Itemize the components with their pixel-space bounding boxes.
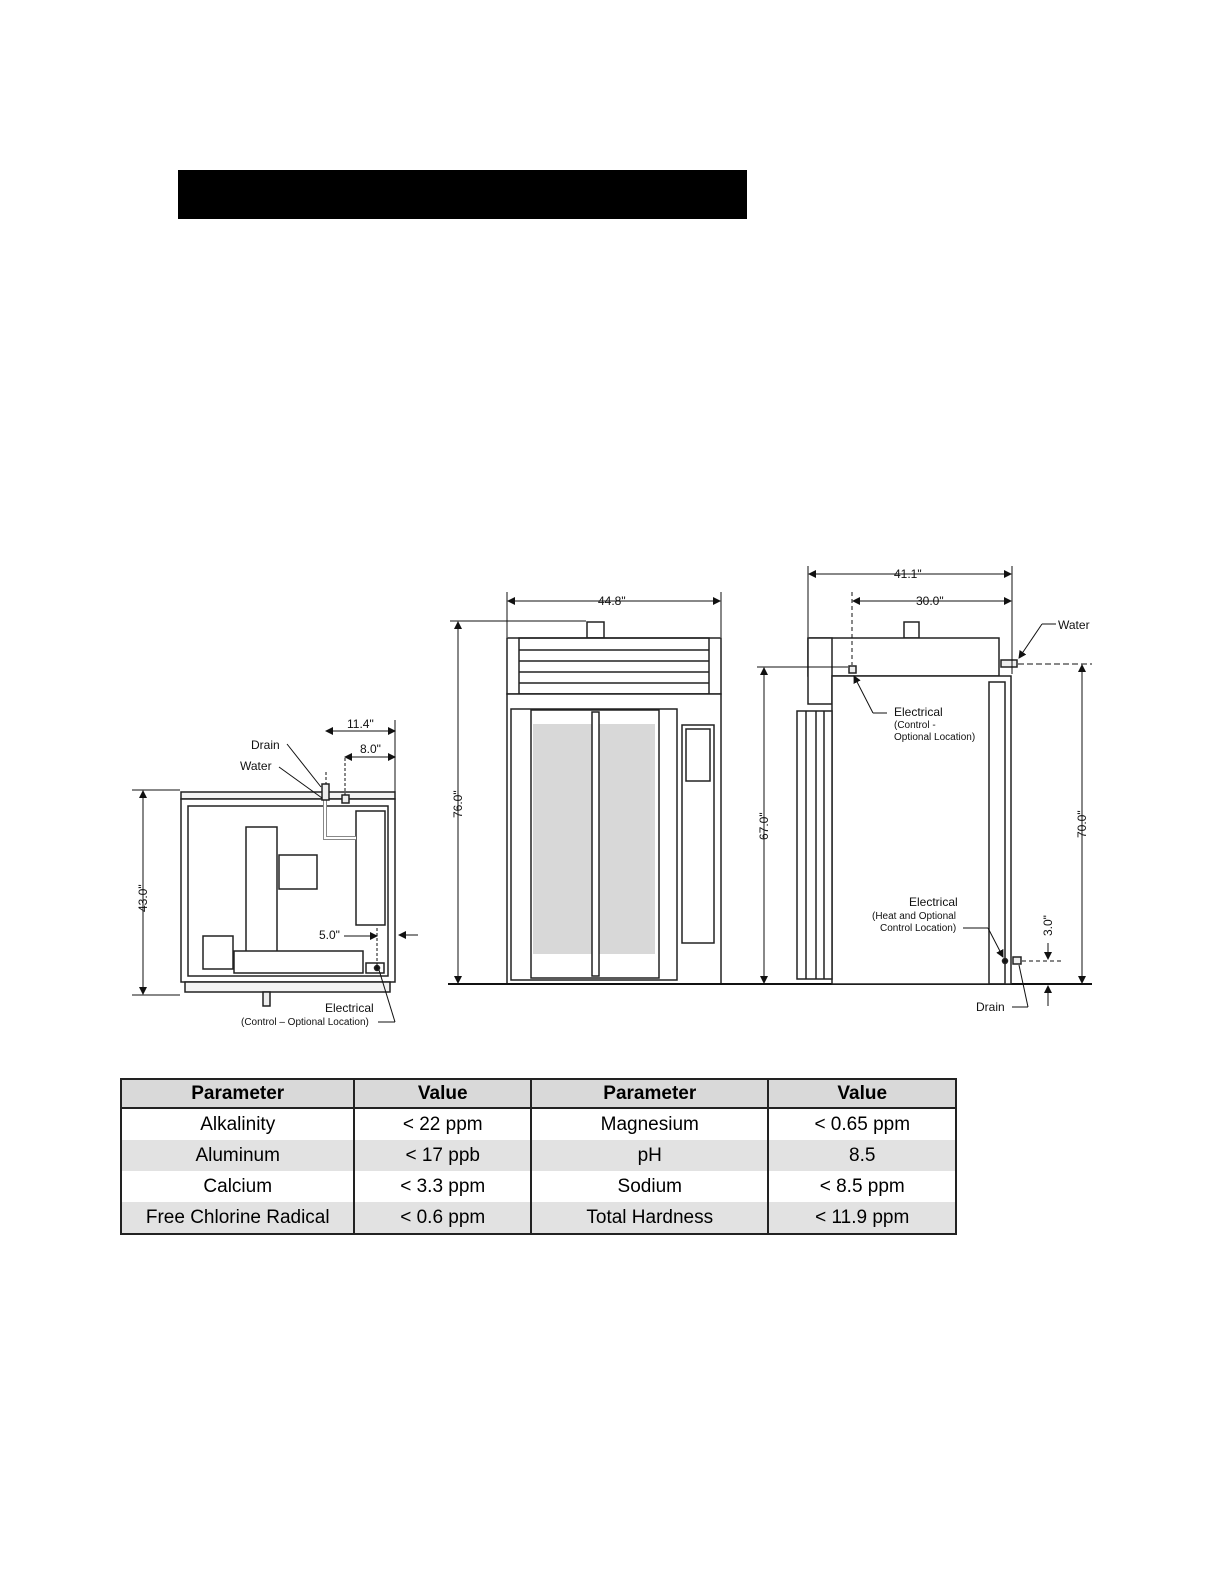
front-dim-width: 44.8" [598,594,626,608]
table-cell: < 8.5 ppm [768,1171,956,1202]
side-label-electrical-bottom-note2: Control Location) [880,923,957,934]
side-label-electrical-bottom: Electrical [909,895,958,909]
header-value-1: Value [354,1079,531,1108]
side-label-electrical-top-note2: Optional Location) [894,732,976,743]
header-parameter-1: Parameter [121,1079,354,1108]
top-view [181,784,395,1006]
table-cell: 8.5 [768,1140,956,1171]
table-cell: < 17 ppb [354,1140,531,1171]
table-row [121,1108,956,1140]
top-dim-width-inner: 8.0" [360,742,381,756]
table-row [121,1140,956,1171]
top-label-electrical-note: (Control – Optional Location) [241,1017,369,1028]
table-cell: < 11.9 ppm [768,1202,956,1234]
side-label-electrical-top-note1: (Control - [894,720,936,731]
top-label-drain: Drain [251,738,280,752]
top-dim-offset: 5.0" [319,928,340,942]
table-cell: Alkalinity [121,1108,354,1140]
top-dim-height: 43.0" [136,884,150,912]
table-cell: pH [531,1140,768,1171]
side-dim-width-outer: 41.1" [894,567,922,581]
water-quality-table [120,1078,957,1235]
side-label-electrical-bottom-note1: (Heat and Optional [872,911,956,922]
side-dim-height-right: 70.0" [1075,810,1089,838]
front-dim-height: 76.0" [451,790,465,818]
table-cell: Free Chlorine Radical [121,1202,354,1234]
oven-dimension-diagram [0,540,1224,1060]
side-dim-height-left: 67.0" [757,812,771,840]
table-cell: < 0.6 ppm [354,1202,531,1234]
top-label-electrical: Electrical [325,1001,374,1015]
side-label-electrical-top: Electrical [894,705,943,719]
top-dim-width-outer: 11.4" [347,717,374,731]
table-cell: < 0.65 ppm [768,1108,956,1140]
front-view [507,622,721,984]
top-label-water: Water [240,759,272,773]
side-dim-width-inner: 30.0" [916,594,944,608]
table-header-row [121,1079,956,1108]
table-row [121,1202,956,1234]
table-cell: Calcium [121,1171,354,1202]
side-label-water: Water [1058,618,1090,632]
table-cell: Magnesium [531,1108,768,1140]
table-row [121,1171,956,1202]
table-cell: < 22 ppm [354,1108,531,1140]
redacted-title-bar [178,170,747,219]
table-cell: Total Hardness [531,1202,768,1234]
table-cell: Aluminum [121,1140,354,1171]
header-parameter-2: Parameter [531,1079,768,1108]
table-cell: Sodium [531,1171,768,1202]
header-value-2: Value [768,1079,956,1108]
side-dim-drain-height: 3.0" [1041,915,1055,936]
table-cell: < 3.3 ppm [354,1171,531,1202]
side-label-drain: Drain [976,1000,1005,1014]
